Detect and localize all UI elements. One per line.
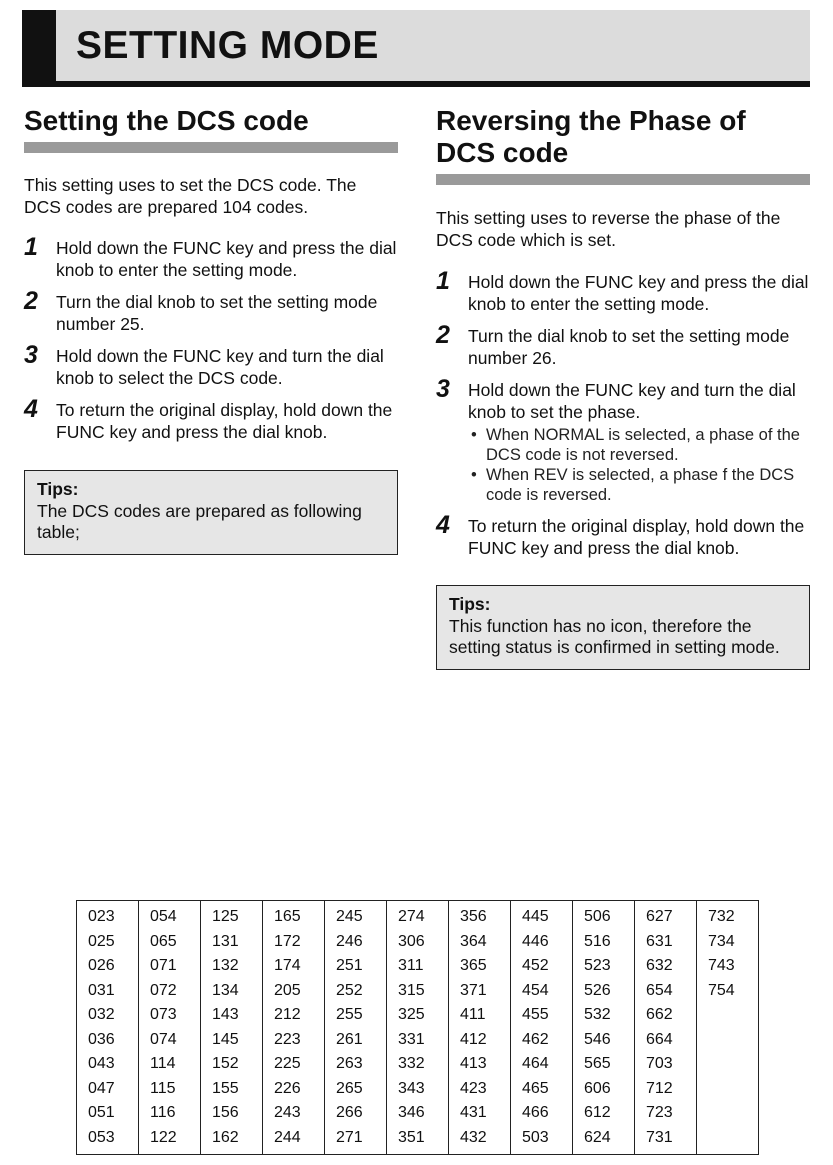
table-cell: 413 <box>449 1052 511 1077</box>
table-cell: 654 <box>635 979 697 1004</box>
bullet-item <box>468 465 810 505</box>
table-cell: 734 <box>697 930 759 955</box>
table-row <box>77 979 759 1004</box>
table-cell: 251 <box>325 954 387 979</box>
table-cell: 723 <box>635 1101 697 1126</box>
table-row <box>77 954 759 979</box>
step-item <box>24 341 398 389</box>
table-cell: 205 <box>263 979 325 1004</box>
step-item <box>24 233 398 281</box>
table-cell: 412 <box>449 1028 511 1053</box>
steps-list <box>24 233 398 443</box>
table-cell: 162 <box>201 1126 263 1155</box>
tips-box <box>436 585 810 670</box>
tips-heading: Tips: <box>449 594 491 614</box>
step-number: 2 <box>24 287 38 315</box>
table-cell: 132 <box>201 954 263 979</box>
step-item <box>436 321 810 369</box>
page-banner <box>22 10 810 87</box>
table-cell: 245 <box>325 901 387 930</box>
table-cell: 114 <box>139 1052 201 1077</box>
table-cell: 116 <box>139 1101 201 1126</box>
table-row <box>77 1077 759 1102</box>
step-text: To return the original display, hold down the FUNC key and press the dial knob. <box>56 400 393 442</box>
table-cell: 172 <box>263 930 325 955</box>
tips-box <box>24 470 398 555</box>
table-cell: 532 <box>573 1003 635 1028</box>
table-row <box>77 1052 759 1077</box>
table-cell: 455 <box>511 1003 573 1028</box>
tips-text: This function has no icon, therefore the setting status is confirmed in setting mode. <box>449 615 780 657</box>
step-number: 3 <box>24 341 38 369</box>
table-cell: 315 <box>387 979 449 1004</box>
table-cell: 503 <box>511 1126 573 1155</box>
table-cell: 026 <box>77 954 139 979</box>
table-row <box>77 901 759 930</box>
table-cell: 445 <box>511 901 573 930</box>
bullet-item <box>468 425 810 465</box>
table-cell: 174 <box>263 954 325 979</box>
table-cell: 452 <box>511 954 573 979</box>
tips-text: The DCS codes are prepared as following table; <box>37 500 362 542</box>
table-cell: 263 <box>325 1052 387 1077</box>
table-cell: 365 <box>449 954 511 979</box>
section-heading: Reversing the Phase of DCS code <box>436 105 810 185</box>
table-cell: 364 <box>449 930 511 955</box>
table-cell: 155 <box>201 1077 263 1102</box>
table-cell: 143 <box>201 1003 263 1028</box>
table-cell: 431 <box>449 1101 511 1126</box>
step-number: 2 <box>436 321 450 349</box>
table-cell <box>697 1126 759 1155</box>
table-cell: 325 <box>387 1003 449 1028</box>
table-row <box>77 1126 759 1155</box>
steps-list <box>436 267 810 559</box>
step-text: Turn the dial knob to set the setting mode number 26. <box>468 326 790 368</box>
step-number: 4 <box>24 395 38 423</box>
table-cell: 072 <box>139 979 201 1004</box>
table-row <box>77 1003 759 1028</box>
section-setting-dcs-code <box>24 105 398 555</box>
bullet-text: When NORMAL is selected, a phase of the DCS code is not reversed. <box>486 426 800 464</box>
table-cell: 464 <box>511 1052 573 1077</box>
table-cell: 152 <box>201 1052 263 1077</box>
table-cell: 462 <box>511 1028 573 1053</box>
step-text: Hold down the FUNC key and press the dial knob to enter the setting mode. <box>468 272 809 314</box>
table-row <box>77 930 759 955</box>
table-cell: 226 <box>263 1077 325 1102</box>
table-cell: 523 <box>573 954 635 979</box>
table-cell: 664 <box>635 1028 697 1053</box>
table-cell: 032 <box>77 1003 139 1028</box>
table-cell: 243 <box>263 1101 325 1126</box>
step-number: 3 <box>436 375 450 403</box>
section-heading: Setting the DCS code <box>24 105 398 153</box>
table-cell: 754 <box>697 979 759 1004</box>
table-cell <box>697 1003 759 1028</box>
table-cell: 546 <box>573 1028 635 1053</box>
table-cell: 131 <box>201 930 263 955</box>
step-item <box>24 287 398 335</box>
step-text: Turn the dial knob to set the setting mode number 25. <box>56 292 378 334</box>
tips-heading: Tips: <box>37 479 79 499</box>
table-cell: 631 <box>635 930 697 955</box>
step-number: 4 <box>436 511 450 539</box>
table-cell: 351 <box>387 1126 449 1155</box>
table-cell <box>697 1077 759 1102</box>
step-number: 1 <box>24 233 38 261</box>
table-cell: 145 <box>201 1028 263 1053</box>
table-cell: 516 <box>573 930 635 955</box>
table-cell: 051 <box>77 1101 139 1126</box>
table-cell: 071 <box>139 954 201 979</box>
table-cell: 423 <box>449 1077 511 1102</box>
table-cell: 411 <box>449 1003 511 1028</box>
table-cell: 025 <box>77 930 139 955</box>
bullet-text: When REV is selected, a phase f the DCS code is reversed. <box>486 466 795 504</box>
table-cell: 465 <box>511 1077 573 1102</box>
table-cell: 343 <box>387 1077 449 1102</box>
table-cell: 122 <box>139 1126 201 1155</box>
step-text: Hold down the FUNC key and turn the dial knob to select the DCS code. <box>56 346 384 388</box>
table-cell: 043 <box>77 1052 139 1077</box>
table-cell: 606 <box>573 1077 635 1102</box>
table-cell: 627 <box>635 901 697 930</box>
section-intro: This setting uses to reverse the phase of the DCS code which is set. <box>436 208 781 250</box>
step-item <box>24 395 398 443</box>
table-cell: 732 <box>697 901 759 930</box>
table-cell: 047 <box>77 1077 139 1102</box>
table-cell: 526 <box>573 979 635 1004</box>
table-row <box>77 1101 759 1126</box>
table-cell: 371 <box>449 979 511 1004</box>
table-cell: 065 <box>139 930 201 955</box>
step-text: Hold down the FUNC key and press the dial knob to enter the setting mode. <box>56 238 397 280</box>
bullet-list <box>468 425 810 505</box>
table-cell: 271 <box>325 1126 387 1155</box>
table-cell: 053 <box>77 1126 139 1155</box>
table-cell: 506 <box>573 901 635 930</box>
table-cell <box>697 1028 759 1053</box>
table-cell: 432 <box>449 1126 511 1155</box>
table-cell: 266 <box>325 1101 387 1126</box>
table-cell: 446 <box>511 930 573 955</box>
table-cell: 454 <box>511 979 573 1004</box>
table-cell: 306 <box>387 930 449 955</box>
table-cell: 356 <box>449 901 511 930</box>
dcs-code-table-body <box>77 901 759 1155</box>
table-cell: 265 <box>325 1077 387 1102</box>
banner-accent-bar <box>22 10 56 87</box>
table-cell: 612 <box>573 1101 635 1126</box>
table-cell <box>697 1052 759 1077</box>
table-cell: 246 <box>325 930 387 955</box>
table-cell: 712 <box>635 1077 697 1102</box>
table-cell: 255 <box>325 1003 387 1028</box>
table-cell: 165 <box>263 901 325 930</box>
table-cell: 223 <box>263 1028 325 1053</box>
step-item <box>436 267 810 315</box>
table-cell: 225 <box>263 1052 325 1077</box>
step-item <box>436 375 810 505</box>
dcs-code-table <box>76 900 759 1155</box>
table-cell: 134 <box>201 979 263 1004</box>
table-cell: 031 <box>77 979 139 1004</box>
table-cell: 731 <box>635 1126 697 1155</box>
table-cell: 261 <box>325 1028 387 1053</box>
table-cell: 565 <box>573 1052 635 1077</box>
section-intro: This setting uses to set the DCS code. The DCS codes are prepared 104 codes. <box>24 175 357 217</box>
table-cell: 311 <box>387 954 449 979</box>
table-cell: 244 <box>263 1126 325 1155</box>
table-cell: 036 <box>77 1028 139 1053</box>
table-cell: 212 <box>263 1003 325 1028</box>
table-cell: 743 <box>697 954 759 979</box>
table-cell: 274 <box>387 901 449 930</box>
step-number: 1 <box>436 267 450 295</box>
table-row <box>77 1028 759 1053</box>
bullet-marker: • <box>471 466 477 484</box>
step-text: To return the original display, hold down the FUNC key and press the dial knob. <box>468 516 805 558</box>
step-item <box>436 511 810 559</box>
table-cell: 156 <box>201 1101 263 1126</box>
table-cell: 054 <box>139 901 201 930</box>
bullet-marker: • <box>471 426 477 444</box>
table-cell: 115 <box>139 1077 201 1102</box>
table-cell: 331 <box>387 1028 449 1053</box>
table-cell: 252 <box>325 979 387 1004</box>
table-cell: 662 <box>635 1003 697 1028</box>
table-cell: 332 <box>387 1052 449 1077</box>
table-cell: 023 <box>77 901 139 930</box>
table-cell: 074 <box>139 1028 201 1053</box>
table-cell: 703 <box>635 1052 697 1077</box>
page-title: SETTING MODE <box>76 24 379 67</box>
section-reversing-phase <box>436 105 810 670</box>
table-cell: 466 <box>511 1101 573 1126</box>
step-text: Hold down the FUNC key and turn the dial knob to set the phase. <box>468 380 796 422</box>
table-cell: 632 <box>635 954 697 979</box>
table-cell: 125 <box>201 901 263 930</box>
table-cell: 624 <box>573 1126 635 1155</box>
table-cell <box>697 1101 759 1126</box>
table-cell: 346 <box>387 1101 449 1126</box>
table-cell: 073 <box>139 1003 201 1028</box>
